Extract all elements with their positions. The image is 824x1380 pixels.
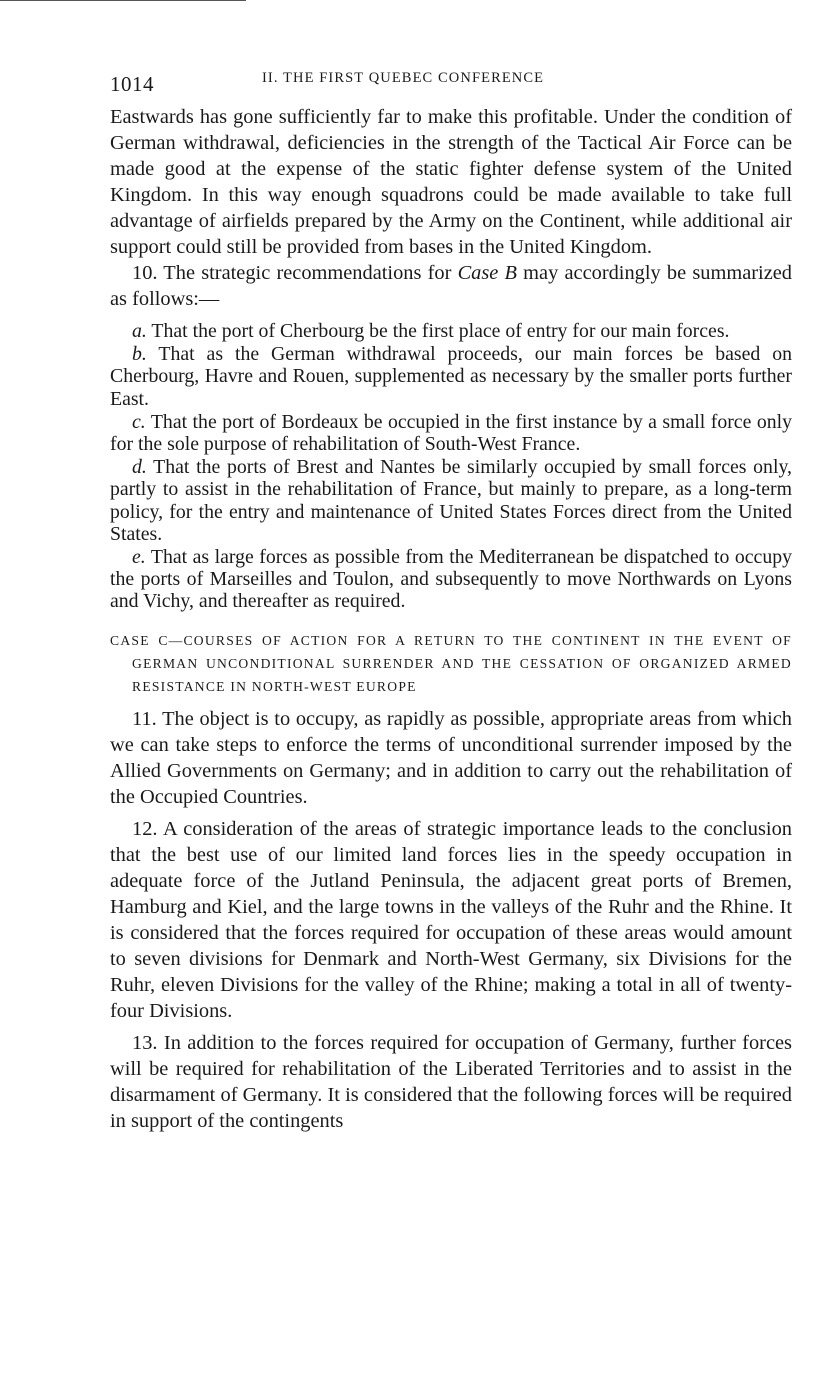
body-text-case-c [110,706,792,1134]
paragraph-11: 11. The object is to occupy, as rapidly as possible, appropriate areas from which we can take steps to enforce the terms of unconditional surrender imposed by the Allied Governments on Germany; and in addition to carry out the rehabilitation of the Occupied Countries. [110,707,792,808]
recommendation-text: That as large forces as possible from the Mediterranean be dispatched to occupy the ports of Marseilles and Toulon, and subsequently to move Northwards on Lyons and Vichy, and thereafter as required. [110,546,792,613]
page-number: 1014 [110,72,154,96]
recommendation-text: That as the German withdrawal proceeds, our main forces be based on Cherbourg, Havre and Rouen, supplemented as necessary by the smaller ports further East. [110,343,792,410]
recommendation-text: That the port of Bordeaux be occupied in the first instance by a small force only for the sole purpose of rehabilitation of South-West France. [110,410,792,456]
recommendation-letter: c. [132,410,146,433]
recommendation-item [110,343,792,410]
paragraph-10 [110,260,792,312]
top-rule [0,0,246,1]
recommendation-text: That the port of Cherbourg be the first place of entry for our main forces. [146,320,730,342]
running-title: II. THE FIRST QUEBEC CONFERENCE [262,70,545,86]
case-c-heading: CASE C—COURSES OF ACTION FOR A RETURN TO THE CONTINENT IN THE EVENT OF GERMAN UNCONDITIONAL SURRENDER AND THE CESSATION OF ORGANIZED ARMED RESISTANCE IN NORTH-WEST EUROPE [110,632,792,694]
document-page [110,64,792,1134]
recommendation-letter: d. [132,456,147,479]
recommendation-item [110,320,792,342]
recommendation-item [110,546,792,613]
recommendation-letter: b. [132,343,147,366]
recommendation-letter: e. [132,546,146,569]
running-head [110,64,792,104]
case-b-name: Case B [457,262,517,284]
recommendation-item [110,411,792,455]
recommendation-item [110,456,792,545]
recommendation-text: That the ports of Brest and Nantes be similarly occupied by small forces only, partly to assist in the rehabilitation of France, but mainly to prepare, as a long-term policy, for the entry and maintenance of United States Forces direct from the United States. [110,456,792,545]
paragraph-13: 13. In addition to the forces required for occupation of Germany, further forces will be required for rehabilitation of the Liberated Territories and to assist in the disarmament of Germany. It is considered that the following forces will be required in support of the contingents [110,1031,792,1132]
recommendation-list [110,320,792,613]
paragraph-10-tail: may accordingly be summarized as follows:— [110,262,793,310]
continued-paragraph: Eastwards has gone sufficiently far to make this profitable. Under the condition of German withdrawal, deficiencies in the strength of the Tactical Air Force can be made good at the expense of the static fighter defense system of the United Kingdom. In this way enough squadrons could be made available to take full advantage of airfields prepared by the Army on the Continent, while additional air support could still be provided from bases in the United Kingdom. [110,106,792,258]
paragraph-10-lead: 10. The strategic recommendations for [132,262,458,284]
recommendation-letter: a. [132,320,147,342]
paragraph-12: 12. A consideration of the areas of strategic importance leads to the conclusion that the best use of our limited land forces lies in the speedy occupation in adequate force of the Jutland Peninsula, the adjacent great ports of Bremen, Hamburg and Kiel, and the large towns in the valleys of the Ruhr and the Rhine. It is considered that the forces required for occupation of these areas would amount to seven divisions for Denmark and North-West Germany, six Divisions for the Ruhr, eleven Divisions for the valley of the Rhine; making a total in all of twenty-four Divisions. [110,817,792,1022]
body-text [110,104,792,312]
